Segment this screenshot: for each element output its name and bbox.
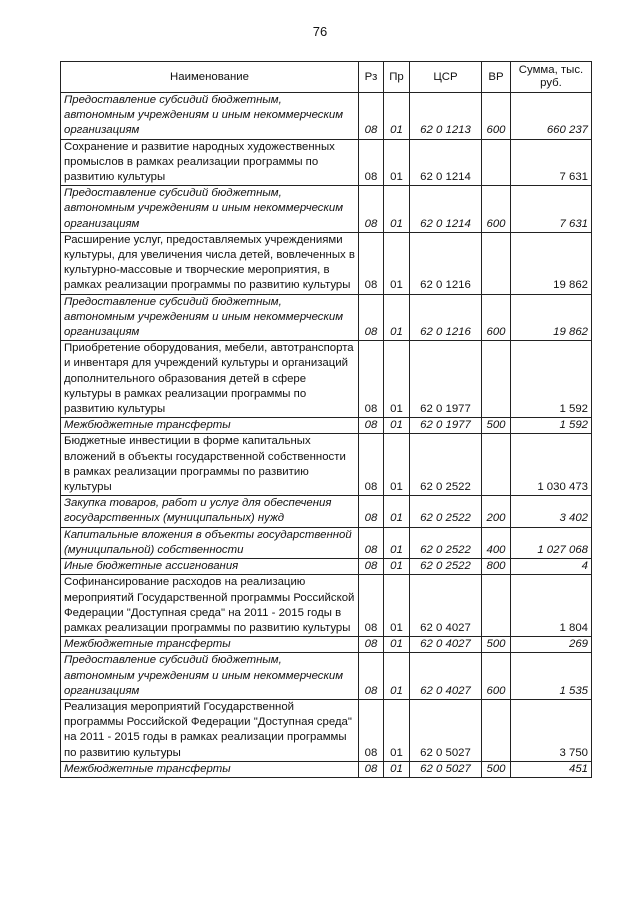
table-row xyxy=(61,496,592,527)
table-row xyxy=(61,761,592,777)
table-row xyxy=(61,434,592,496)
cell-sum: 1 592 xyxy=(511,418,592,434)
cell-vr: 200 xyxy=(482,496,511,527)
table-body xyxy=(61,93,592,778)
cell-pr: 01 xyxy=(384,575,410,637)
cell-rz: 08 xyxy=(359,93,384,140)
header-sum: Сумма, тыс. руб. xyxy=(511,62,592,93)
table-row xyxy=(61,341,592,418)
cell-sum: 1 804 xyxy=(511,575,592,637)
cell-pr: 01 xyxy=(384,653,410,700)
cell-pr: 01 xyxy=(384,186,410,233)
cell-name: Приобретение оборудования, мебели, автотранспорта и инвентаря для учреждений культуры и организаций дополнительного образования детей в сфере культуры в рамках реализации программы по развитию культуры xyxy=(61,341,359,418)
cell-vr: 500 xyxy=(482,761,511,777)
cell-pr: 01 xyxy=(384,418,410,434)
cell-vr: 500 xyxy=(482,637,511,653)
table-row xyxy=(61,653,592,700)
cell-vr xyxy=(482,575,511,637)
cell-pr: 01 xyxy=(384,637,410,653)
cell-rz: 08 xyxy=(359,294,384,341)
cell-csr: 62 0 2522 xyxy=(410,559,482,575)
cell-csr: 62 0 1977 xyxy=(410,418,482,434)
cell-csr: 62 0 2522 xyxy=(410,496,482,527)
cell-vr: 400 xyxy=(482,527,511,558)
cell-sum: 1 027 068 xyxy=(511,527,592,558)
cell-vr xyxy=(482,341,511,418)
table-row xyxy=(61,294,592,341)
cell-pr: 01 xyxy=(384,434,410,496)
table-row xyxy=(61,527,592,558)
cell-rz: 08 xyxy=(359,559,384,575)
header-csr: ЦСР xyxy=(410,62,482,93)
cell-vr xyxy=(482,139,511,186)
cell-pr: 01 xyxy=(384,341,410,418)
cell-name: Предоставление субсидий бюджетным, автономным учреждениям и иным некоммерческим организациям xyxy=(61,186,359,233)
cell-vr xyxy=(482,699,511,761)
cell-csr: 62 0 2522 xyxy=(410,434,482,496)
table-header-row xyxy=(61,62,592,93)
header-name: Наименование xyxy=(61,62,359,93)
cell-pr: 01 xyxy=(384,139,410,186)
cell-name: Закупка товаров, работ и услуг для обеспечения государственных (муниципальных) нужд xyxy=(61,496,359,527)
cell-name: Иные бюджетные ассигнования xyxy=(61,559,359,575)
cell-csr: 62 0 1216 xyxy=(410,232,482,294)
cell-sum: 660 237 xyxy=(511,93,592,140)
cell-csr: 62 0 2522 xyxy=(410,527,482,558)
cell-vr xyxy=(482,232,511,294)
cell-pr: 01 xyxy=(384,527,410,558)
cell-sum: 3 750 xyxy=(511,699,592,761)
cell-vr: 600 xyxy=(482,93,511,140)
cell-rz: 08 xyxy=(359,418,384,434)
cell-name: Бюджетные инвестиции в форме капитальных вложений в объекты государственной собственности в рамках реализации программы по развитию культуры xyxy=(61,434,359,496)
cell-csr: 62 0 4027 xyxy=(410,575,482,637)
cell-vr: 800 xyxy=(482,559,511,575)
cell-name: Межбюджетные трансферты xyxy=(61,761,359,777)
cell-csr: 62 0 5027 xyxy=(410,699,482,761)
cell-name: Капитальные вложения в объекты государственной (муниципальной) собственности xyxy=(61,527,359,558)
cell-rz: 08 xyxy=(359,139,384,186)
cell-name: Межбюджетные трансферты xyxy=(61,637,359,653)
cell-sum: 7 631 xyxy=(511,139,592,186)
cell-sum: 1 535 xyxy=(511,653,592,700)
cell-rz: 08 xyxy=(359,575,384,637)
cell-csr: 62 0 1216 xyxy=(410,294,482,341)
cell-csr: 62 0 1214 xyxy=(410,139,482,186)
cell-pr: 01 xyxy=(384,496,410,527)
table-row xyxy=(61,232,592,294)
table-row xyxy=(61,559,592,575)
cell-csr: 62 0 4027 xyxy=(410,637,482,653)
cell-sum: 19 862 xyxy=(511,232,592,294)
cell-vr: 600 xyxy=(482,653,511,700)
cell-rz: 08 xyxy=(359,232,384,294)
cell-rz: 08 xyxy=(359,699,384,761)
cell-name: Сохранение и развитие народных художественных промыслов в рамках реализации программы по развитию культуры xyxy=(61,139,359,186)
cell-sum: 19 862 xyxy=(511,294,592,341)
cell-pr: 01 xyxy=(384,699,410,761)
cell-sum: 451 xyxy=(511,761,592,777)
header-pr: Пр xyxy=(384,62,410,93)
cell-sum: 7 631 xyxy=(511,186,592,233)
cell-name: Межбюджетные трансферты xyxy=(61,418,359,434)
cell-vr: 600 xyxy=(482,186,511,233)
cell-rz: 08 xyxy=(359,527,384,558)
cell-pr: 01 xyxy=(384,93,410,140)
cell-rz: 08 xyxy=(359,341,384,418)
cell-pr: 01 xyxy=(384,232,410,294)
table-row xyxy=(61,186,592,233)
cell-name: Расширение услуг, предоставляемых учреждениями культуры, для увеличения числа детей, вовлеченных в культурно-массовые и творческие мероприятия, в рамках реализации программы по развитию культуры xyxy=(61,232,359,294)
cell-sum: 3 402 xyxy=(511,496,592,527)
cell-csr: 62 0 1213 xyxy=(410,93,482,140)
cell-rz: 08 xyxy=(359,496,384,527)
cell-sum: 1 030 473 xyxy=(511,434,592,496)
cell-rz: 08 xyxy=(359,434,384,496)
cell-rz: 08 xyxy=(359,761,384,777)
cell-name: Софинансирование расходов на реализацию мероприятий Государственной программы Российской Федерации "Доступная среда" на 2011 - 2015 годы в рамках реализации программы по развитию культуры xyxy=(61,575,359,637)
cell-csr: 62 0 4027 xyxy=(410,653,482,700)
header-rz: Рз xyxy=(359,62,384,93)
cell-csr: 62 0 5027 xyxy=(410,761,482,777)
cell-csr: 62 0 1214 xyxy=(410,186,482,233)
cell-name: Предоставление субсидий бюджетным, автономным учреждениям и иным некоммерческим организациям xyxy=(61,93,359,140)
table-row xyxy=(61,418,592,434)
cell-rz: 08 xyxy=(359,186,384,233)
table-row xyxy=(61,637,592,653)
cell-rz: 08 xyxy=(359,653,384,700)
header-vr: ВР xyxy=(482,62,511,93)
cell-pr: 01 xyxy=(384,761,410,777)
page-number: 76 xyxy=(312,24,328,39)
cell-vr: 600 xyxy=(482,294,511,341)
cell-name: Предоставление субсидий бюджетным, автономным учреждениям и иным некоммерческим организациям xyxy=(61,653,359,700)
cell-pr: 01 xyxy=(384,294,410,341)
budget-table xyxy=(60,61,592,778)
cell-vr xyxy=(482,434,511,496)
cell-sum: 269 xyxy=(511,637,592,653)
table-row xyxy=(61,575,592,637)
table-row xyxy=(61,93,592,140)
cell-pr: 01 xyxy=(384,559,410,575)
cell-sum: 4 xyxy=(511,559,592,575)
cell-vr: 500 xyxy=(482,418,511,434)
cell-csr: 62 0 1977 xyxy=(410,341,482,418)
cell-name: Реализация мероприятий Государственной программы Российской Федерации "Доступная среда" на 2011 - 2015 годы в рамках реализации программы по развитию культуры xyxy=(61,699,359,761)
cell-rz: 08 xyxy=(359,637,384,653)
table-row xyxy=(61,699,592,761)
cell-sum: 1 592 xyxy=(511,341,592,418)
cell-name: Предоставление субсидий бюджетным, автономным учреждениям и иным некоммерческим организациям xyxy=(61,294,359,341)
table-row xyxy=(61,139,592,186)
